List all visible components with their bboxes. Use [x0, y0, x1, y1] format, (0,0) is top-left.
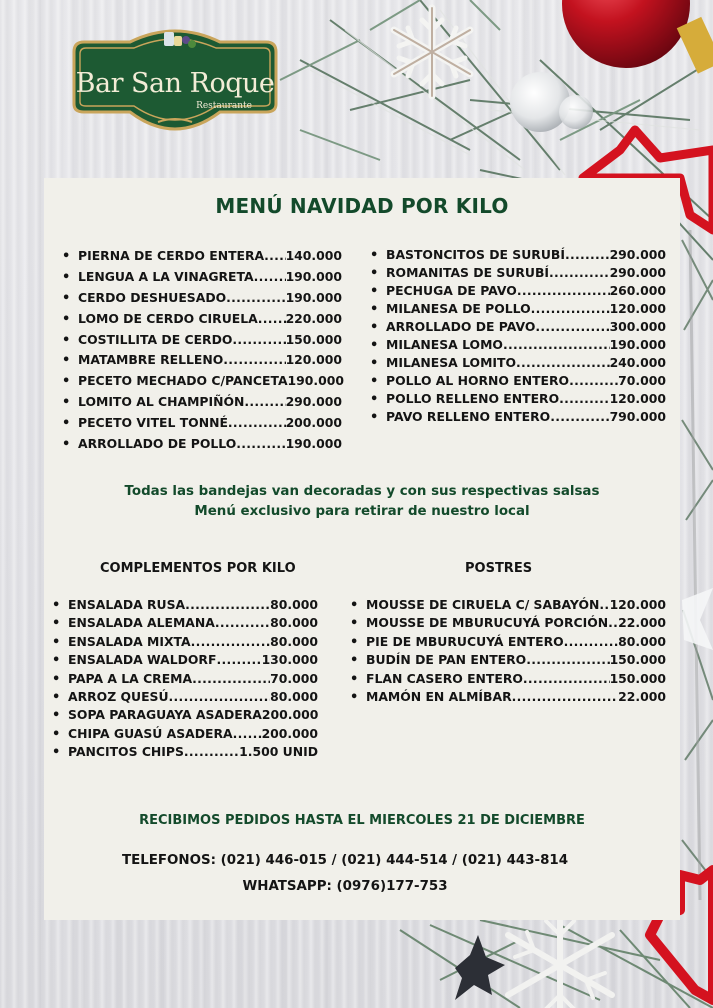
item-price: 120.000 [609, 597, 666, 612]
menu-item [62, 413, 342, 434]
dot-leader [516, 354, 610, 372]
item-price: 70.000 [618, 373, 666, 388]
dot-leader [549, 264, 610, 282]
item-price: 80.000 [270, 688, 318, 704]
item-name: • BASTONCITOS DE SURUBÍ [386, 247, 565, 262]
menu-item [62, 309, 342, 330]
logo-subtitle: Restaurante [196, 101, 252, 111]
dot-leader [608, 614, 618, 632]
item-name: • MAMÓN EN ALMÍBAR [366, 688, 512, 704]
dot-leader [535, 318, 609, 336]
menu-item [370, 372, 666, 390]
item-name: • PECETO MECHADO C/PANCETA [78, 373, 288, 389]
item-price: 80.000 [270, 633, 318, 649]
item-name: • PANCITOS CHIPS [68, 744, 184, 760]
menu-item [350, 670, 666, 688]
item-price: 190.000 [285, 289, 342, 305]
item-price: 190.000 [609, 337, 666, 352]
item-price: 120.000 [609, 391, 666, 406]
menu-item [62, 267, 342, 288]
dot-leader [228, 413, 286, 434]
dot-leader [503, 336, 610, 354]
item-name: • MATAMBRE RELLENO [78, 352, 224, 368]
item-price: 70.000 [270, 670, 318, 686]
whatsapp-number: WHATSAPP: (0976)177-753 [242, 879, 448, 894]
dot-leader [526, 651, 609, 669]
menu-item [62, 288, 342, 309]
item-name: • POLLO RELLENO ENTERO [386, 391, 560, 406]
item-name: • FLAN CASERO ENTERO [366, 670, 523, 686]
red-ornament [562, 0, 690, 68]
item-name: • ENSALADA MIXTA [68, 633, 191, 649]
silver-star-right [682, 588, 713, 650]
menu-item [52, 596, 318, 614]
notice [44, 482, 680, 522]
item-price: 190.000 [285, 436, 342, 452]
notice-line-1: Todas las bandejas van decoradas y con sus respectivas salsas [124, 484, 600, 499]
menu-item [52, 743, 318, 761]
item-name: • MILANESA LOMO [386, 337, 503, 352]
menu-item [52, 688, 318, 706]
dot-leader [565, 246, 610, 264]
menu-item [62, 371, 342, 392]
item-name: • ARROZ QUESÚ [68, 688, 169, 704]
pine-branches-right [682, 230, 713, 900]
menu-item [62, 246, 342, 267]
item-price: 120.000 [285, 352, 342, 368]
main-dishes-right-list [370, 246, 666, 426]
menu-item [62, 350, 342, 371]
dot-leader [226, 288, 285, 309]
dot-leader [254, 267, 286, 288]
item-name: • PAVO RELLENO ENTERO [386, 409, 551, 424]
menu-item [370, 246, 666, 264]
dot-leader [232, 330, 285, 351]
postres-list [350, 596, 666, 706]
item-price: 290.000 [609, 265, 666, 280]
menu-item [370, 390, 666, 408]
item-price: 140.000 [285, 248, 342, 263]
item-name: • PECHUGA DE PAVO [386, 283, 517, 298]
complementos-list [52, 596, 318, 762]
item-name: • ROMANITAS DE SURUBÍ [386, 265, 549, 280]
dot-leader [564, 633, 619, 651]
item-name: • BUDÍN DE PAN ENTERO [366, 652, 527, 668]
menu-item [370, 318, 666, 336]
notice-line-2: Menú exclusivo para retirar de nuestro local [194, 504, 530, 519]
menu-item [350, 596, 666, 614]
item-price: 260.000 [609, 283, 666, 298]
item-name: • ARROLLADO DE POLLO [78, 436, 237, 452]
phone-numbers: TELEFONOS: (021) 446-015 / (021) 444-514 / (021) 443-814 [121, 853, 569, 868]
item-name: • LOMITO AL CHAMPIÑÓN [78, 394, 245, 410]
menu-item [370, 282, 666, 300]
menu-item [62, 330, 342, 351]
menu-item [52, 651, 318, 669]
item-price: 200.000 [285, 415, 342, 431]
item-name: • MOUSSE DE MBURUCUYÁ PORCIÓN [366, 615, 609, 631]
item-price: 240.000 [609, 355, 666, 370]
item-price: 80.000 [270, 615, 318, 631]
item-price: 130.000 [261, 652, 318, 668]
menu-item [350, 633, 666, 651]
item-price: 80.000 [618, 633, 666, 649]
item-price: 150.000 [609, 670, 666, 686]
dot-leader [192, 670, 270, 688]
item-name: • CHIPA GUASÚ ASADERA [68, 725, 233, 741]
menu-item [52, 725, 318, 743]
dot-leader [244, 392, 285, 413]
menu-title: MENÚ NAVIDAD POR KILO [215, 194, 509, 218]
item-price: 220.000 [285, 310, 342, 326]
menu-item [370, 264, 666, 282]
dot-leader [233, 725, 262, 743]
dot-leader [531, 300, 610, 318]
menu-item [52, 633, 318, 651]
item-price: 190.000 [287, 373, 344, 389]
dot-leader [523, 670, 610, 688]
item-name: • ENSALADA WALDORF [68, 652, 217, 668]
dot-leader [559, 390, 609, 408]
menu-item [370, 336, 666, 354]
dot-leader [512, 688, 619, 706]
item-price: 22.000 [618, 615, 666, 631]
dot-leader [184, 743, 239, 761]
dot-leader [599, 596, 609, 614]
dot-leader [169, 688, 271, 706]
item-name: • POLLO AL HORNO ENTERO [386, 373, 570, 388]
item-price: 300.000 [609, 319, 666, 334]
item-price: 790.000 [609, 409, 666, 424]
item-name: • PIERNA DE CERDO ENTERA [78, 248, 265, 263]
menu-item [370, 300, 666, 318]
main-dishes-left-list [62, 246, 342, 455]
item-price: 150.000 [609, 652, 666, 668]
item-price: 290.000 [609, 247, 666, 262]
item-name: • ARROLLADO DE PAVO [386, 319, 536, 334]
item-name: • ENSALADA RUSA [68, 597, 186, 612]
menu-item [52, 706, 318, 724]
item-name: • PIE DE MBURUCUYÁ ENTERO [366, 633, 564, 649]
logo [70, 26, 280, 138]
item-name: • MILANESA DE POLLO [386, 301, 531, 316]
dot-leader [185, 596, 270, 614]
snowflake-bottom [508, 905, 612, 1008]
item-name: • CERDO DESHUESADO [78, 289, 227, 305]
menu-item [62, 392, 342, 413]
item-price: 120.000 [609, 301, 666, 316]
item-name: • LOMO DE CERDO CIRUELA [78, 310, 258, 326]
item-name: • ENSALADA ALEMANA [68, 615, 215, 631]
white-ornament [510, 72, 570, 132]
dot-leader [236, 434, 285, 455]
item-price: 190.000 [285, 268, 342, 284]
item-name: • LENGUA A LA VINAGRETA [78, 268, 254, 284]
menu-item [62, 434, 342, 455]
menu-item [370, 408, 666, 426]
menu-item [52, 670, 318, 688]
pine-branches-bottom [400, 920, 713, 1008]
menu-item [370, 354, 666, 372]
menu-item [350, 614, 666, 632]
menu-panel [44, 178, 680, 920]
postres-title: POSTRES [465, 561, 533, 576]
item-name: • PECETO VITEL TONNÉ [78, 415, 228, 431]
item-name: • PAPA A LA CREMA [68, 670, 193, 686]
dot-leader [550, 408, 609, 426]
dot-leader [258, 309, 286, 330]
item-price: 200.000 [261, 725, 318, 741]
dot-leader [191, 633, 271, 651]
menu-item [350, 688, 666, 706]
item-price: 290.000 [285, 394, 342, 410]
item-price: 150.000 [285, 331, 342, 347]
item-price: 80.000 [270, 597, 318, 612]
dot-leader [223, 350, 285, 371]
snowflake-top [394, 8, 470, 96]
menu-item [52, 614, 318, 632]
item-name: • MILANESA LOMITO [386, 355, 516, 370]
complementos-title: COMPLEMENTOS POR KILO [100, 561, 296, 576]
logo-name: Bar San Roque [75, 68, 275, 99]
dot-leader [517, 282, 610, 300]
dot-leader [569, 372, 618, 390]
menu-item [350, 651, 666, 669]
item-name: • SOPA PARAGUAYA ASADERA [68, 707, 262, 723]
item-price: 1.500 UNID [239, 744, 318, 760]
item-name: • COSTILLITA DE CERDO [78, 331, 233, 347]
dark-star [455, 935, 505, 1000]
item-price: 200.000 [261, 707, 319, 723]
dot-leader [215, 614, 270, 632]
item-name: • MOUSSE DE CIRUELA C/ SABAYÓN [366, 597, 600, 612]
orders-deadline: RECIBIMOS PEDIDOS HASTA EL MIERCOLES 21 DE DICIEMBRE [139, 813, 585, 828]
item-price: 22.000 [618, 688, 666, 704]
dot-leader [264, 246, 285, 267]
dot-leader [216, 651, 261, 669]
